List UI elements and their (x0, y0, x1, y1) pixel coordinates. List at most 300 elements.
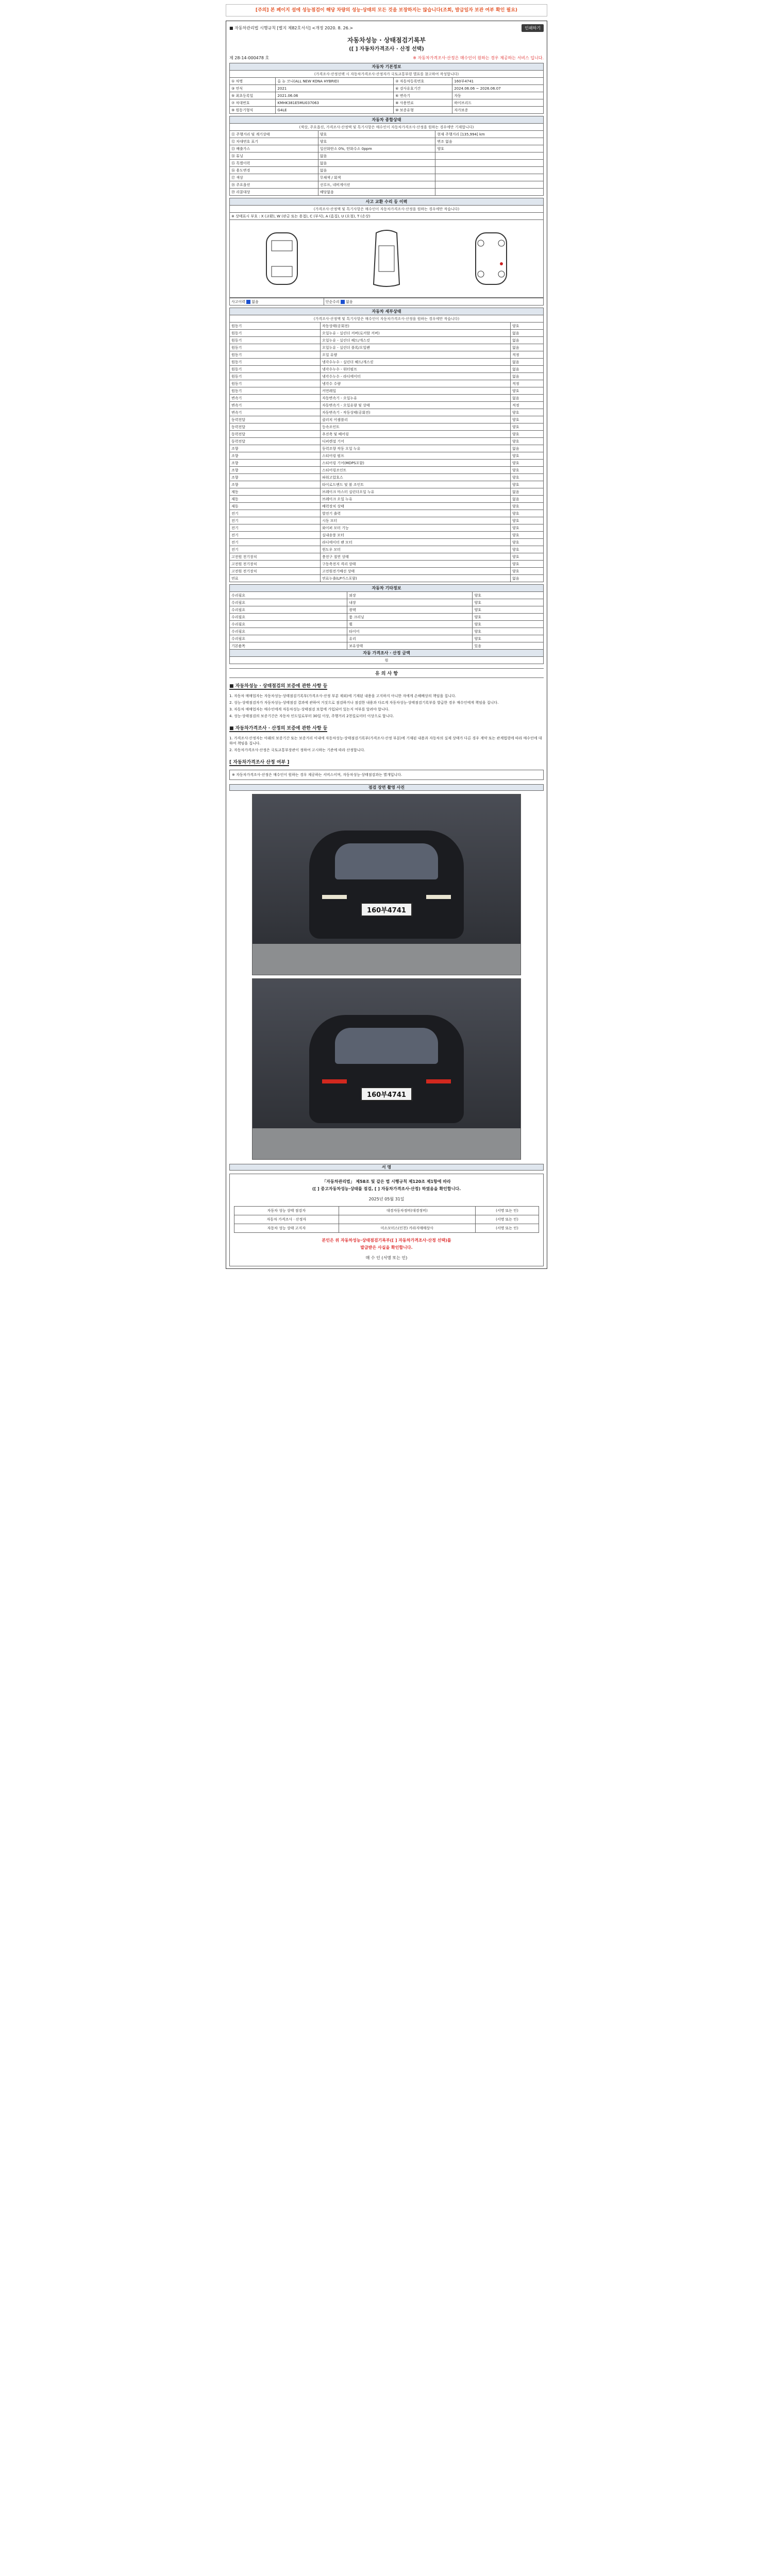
details-cell: 없음 (511, 496, 544, 503)
details-cell: 조향 (230, 474, 321, 481)
vehicle-rear-photo (252, 978, 521, 1160)
overview-cell (435, 181, 544, 189)
details-cell: 적정 (511, 402, 544, 409)
signature-statement-1: 「자동차관리법」 제58조 및 같은 법 시행규칙 제120조 제1항에 따라 (322, 1179, 451, 1184)
section-accident: 사고 교환 수리 등 이력 (230, 198, 544, 206)
details-cell: 없음 (511, 488, 544, 496)
details-cell: 충전구 절연 상태 (321, 553, 511, 561)
accident-summary-table: 사고이력 없음 단순수리 없음 (229, 298, 544, 306)
other-info-row (230, 621, 544, 628)
details-row (230, 423, 544, 431)
details-row (230, 539, 544, 546)
details-cell: 오일누유 - 실린더 블록/오일팬 (321, 344, 511, 351)
details-cell: 고전원 전기장치 (230, 553, 321, 561)
other-info-table (229, 584, 544, 664)
notice-paragraph: 1. 가격조사·산정자는 아래의 보증기간 또는 보증거리 이내에 자동차성능·상태점검기록부(가격조사·산정 부분)에 기재된 내용과 자동차의 실제 상태가 다른 경우 계약 또는 관계법령에 따라 매수인에 대하여 책임을 집니다. (229, 736, 542, 745)
details-cell: 스티어링 펌프 (321, 452, 511, 460)
details-cell: 양호 (511, 387, 544, 395)
overview-cell: 해당없음 (318, 189, 435, 196)
photo-section-header: 점검 장면 촬영 사진 (229, 784, 544, 791)
details-cell: 양호 (511, 553, 544, 561)
details-cell: 원동기 (230, 323, 321, 330)
other-info-row (230, 642, 544, 650)
other-info-row (230, 592, 544, 599)
other-info-cell: 수리필요 (230, 621, 347, 628)
details-cell: 자동변속기 - 오일유량 및 상태 (321, 402, 511, 409)
other-info-row (230, 614, 544, 621)
details-cell: 냉각수누수 - 라디에이터 (321, 373, 511, 380)
details-cell: 전기 (230, 532, 321, 539)
other-info-cell: 광택 (347, 606, 473, 614)
details-cell: 양호 (511, 438, 544, 445)
details-cell: 조향 (230, 445, 321, 452)
details-cell: 전기 (230, 517, 321, 524)
overview-cell: ⑭ 튜닝 (230, 152, 318, 160)
details-cell: 양호 (511, 510, 544, 517)
overview-cell: ⑰ 색상 (230, 174, 318, 181)
overview-cell: 일산화탄소 0%, 탄화수소 0ppm (318, 145, 435, 152)
details-row (230, 517, 544, 524)
details-cell: 동력전달 (230, 423, 321, 431)
overview-cell: 무채색 / 회색 (318, 174, 435, 181)
details-cell: 제동 (230, 496, 321, 503)
overview-row (230, 160, 544, 167)
details-row (230, 409, 544, 416)
other-info-cell: 수리필요 (230, 628, 347, 635)
other-info-row (230, 628, 544, 635)
details-cell: 적정 (511, 380, 544, 387)
taillight-right (426, 1079, 451, 1083)
other-info-cell: 수리필요 (230, 635, 347, 642)
overview-cell: 없음 (318, 160, 435, 167)
overview-row (230, 152, 544, 160)
details-cell: 양호 (511, 546, 544, 553)
notice-paragraph: 2. 성능·상태점검자가 자동차성능·상태점검 결과에 관하여 거짓으로 점검하거나 점검한 내용과 다르게 자동차성능·상태점검기록부를 발급한 경우 매수인에게 책임을 집니다. (229, 701, 499, 705)
overview-cell: 양호 (318, 138, 435, 145)
basic-info-row (230, 78, 544, 85)
details-cell: 없음 (511, 344, 544, 351)
details-cell: 양호 (511, 467, 544, 474)
basic-info-row (230, 85, 544, 92)
other-info-cell: 수리필요 (230, 599, 347, 606)
other-info-cell: 내장 (347, 599, 473, 606)
basic-info-cell: ⑦ 차대번호 (230, 99, 276, 107)
details-row (230, 561, 544, 568)
car-side-view-icon (465, 228, 517, 290)
details-row (230, 474, 544, 481)
details-cell: 없음 (511, 575, 544, 582)
basic-info-cell: KMHK381E5MU037063 (276, 99, 394, 107)
details-cell: 양호 (511, 416, 544, 423)
details-row (230, 503, 544, 510)
overview-cell (435, 160, 544, 167)
details-row (230, 546, 544, 553)
details-row (230, 395, 544, 402)
notice-paragraph: 1. 자동차 매매업자는 자동차성능·상태점검기록부(가격조사·산정 부분 제외)에 기재된 내용을 고지하지 아니한 자에게 손해배상의 책임을 집니다. (229, 694, 456, 698)
details-cell: 양호 (511, 481, 544, 488)
basic-info-row (230, 92, 544, 99)
section-other: 자동차 기타정보 (230, 585, 544, 592)
details-cell: 자동변속기 - 오일누유 (321, 395, 511, 402)
basic-info-cell: 2024.06.06 ~ 2026.06.07 (452, 85, 544, 92)
details-cell: 양호 (511, 323, 544, 330)
details-cell: 원동기 (230, 344, 321, 351)
overview-cell: 현재 주행거리 [135,994] km (435, 131, 544, 138)
print-button[interactable]: 인쇄하기 (522, 24, 544, 32)
details-cell: 양호 (511, 460, 544, 467)
accident-legend: ※ 상태표시 부호 : X (교환), W (판금 또는 용접), C (부식), A (흠집), U (요철), T (손상) (230, 213, 544, 220)
details-cell: 제동 (230, 488, 321, 496)
notice-paragraph: 3. 자동차 매매업자는 매수인에게 자동차성능·상태점검 보험에 가입되어 있는지 여부를 알려야 합니다. (229, 707, 390, 711)
garage-floor (253, 944, 520, 975)
simple-repair-checkbox[interactable] (341, 300, 345, 304)
overview-cell: ⑫ 차대번호 표기 (230, 138, 318, 145)
document-page (226, 4, 547, 1269)
details-cell: 원동기 (230, 380, 321, 387)
accident-table (229, 198, 544, 220)
details-cell: 적정 (511, 351, 544, 359)
overview-cell: 양호 (318, 131, 435, 138)
basic-info-cell: ③ 연식 (230, 85, 276, 92)
details-cell: 브레이크 마스터 실린더오일 누유 (321, 488, 511, 496)
overview-cell (435, 167, 544, 174)
section-basic: 자동차 기본정보 (230, 63, 544, 71)
details-row (230, 452, 544, 460)
notice-heading-2: ■ 자동차가격조사 · 산정의 보증에 관한 사항 등 (229, 724, 327, 732)
details-cell: 고전원전기배선 상태 (321, 568, 511, 575)
appraiser-name (339, 1215, 475, 1224)
basic-info-cell: 2021.06.06 (276, 92, 394, 99)
overview-row (230, 138, 544, 145)
details-cell: 동력조향 작동 오일 누유 (321, 445, 511, 452)
details-row (230, 553, 544, 561)
overview-cell: 없음 (318, 152, 435, 160)
overview-cell: 양호 (435, 145, 544, 152)
form-legal-basis: ■ 자동차관리법 시행규칙 [별지 제82호서식] <개정 2020. 8. 26.> (229, 25, 354, 30)
other-info-cell: 수리필요 (230, 614, 347, 621)
details-cell: 작동상태(공회전) (321, 323, 511, 330)
garage-floor-rear (253, 1128, 520, 1159)
price-value: 원 (230, 657, 544, 664)
car-rear-window (335, 1028, 438, 1064)
details-row (230, 323, 544, 330)
details-row (230, 373, 544, 380)
details-cell: 배력장치 상태 (321, 503, 511, 510)
overview-cell: ⑪ 주행거리 및 계기상태 (230, 131, 318, 138)
details-cell: 원동기 (230, 330, 321, 337)
basic-info-cell: ④ 검사유효기간 (394, 85, 452, 92)
details-row (230, 575, 544, 582)
overview-row (230, 145, 544, 152)
basic-info-row (230, 107, 544, 114)
other-info-row (230, 635, 544, 642)
overview-cell: ⑲ 리콜대상 (230, 189, 318, 196)
details-row (230, 445, 544, 452)
signature-section-header: 서 명 (229, 1164, 544, 1171)
basic-info-cell: 자동 (452, 92, 544, 99)
form-header (229, 23, 544, 32)
details-cell: 원동기 (230, 359, 321, 366)
details-cell: 양호 (511, 561, 544, 568)
record-meta (229, 55, 544, 61)
other-info-cell: 양호 (473, 635, 544, 642)
details-cell: 양호 (511, 452, 544, 460)
details-row (230, 438, 544, 445)
other-info-cell: 수리필요 (230, 606, 347, 614)
details-cell: 원동기 (230, 387, 321, 395)
other-info-cell: 유리 (347, 635, 473, 642)
basic-info-cell: ⑥ 변속기 (394, 92, 452, 99)
details-cell: 라디에이터 팬 모터 (321, 539, 511, 546)
details-cell: 고전원 전기장치 (230, 561, 321, 568)
notifier-name: 미소모터스(인천) 카라지매매상사 (339, 1224, 475, 1233)
section-basic-sub: (가격조사·산정선택 시 자동차가격조사·산정자가 국토교통부령 별표를 참고하여 작성합니다) (230, 71, 544, 78)
section-price: 자동 가격조사 · 산정 금액 (230, 650, 544, 657)
basic-info-table (229, 63, 544, 114)
details-row (230, 510, 544, 517)
basic-info-cell: ⑧ 사용연료 (394, 99, 452, 107)
details-row (230, 402, 544, 409)
other-info-cell: 룸 크리닝 (347, 614, 473, 621)
basic-info-cell: 올 뉴 코나(ALL NEW KONA HYBRID) (276, 78, 394, 85)
details-cell: 추진축 및 베어링 (321, 431, 511, 438)
signature-area (229, 1174, 544, 1266)
section-overview-sub: (색상, 주요옵션, 가격조사·산정액 및 특기사항은 매수인이 자동차가격조사·산정을 원하는 경우에만 기재합니다) (230, 124, 544, 131)
overview-row (230, 131, 544, 138)
details-cell: 고전원 전기장치 (230, 568, 321, 575)
overview-cell (435, 174, 544, 181)
overview-cell: ⑱ 주요옵션 (230, 181, 318, 189)
details-cell: 원동기 (230, 337, 321, 344)
details-cell: 시동 모터 (321, 517, 511, 524)
details-row (230, 359, 544, 366)
signature-statement-2: ([ ] 중고자동차성능·상태를 점검, [ ] 자동차가격조사·산정) 하였음을 확인합니다. (312, 1187, 461, 1191)
details-cell: 연료 (230, 575, 321, 582)
car-top-view-icon (361, 228, 412, 290)
basic-info-cell: 자가보증 (452, 107, 544, 114)
details-row (230, 387, 544, 395)
signature-table (234, 1206, 539, 1233)
details-cell: 없음 (511, 330, 544, 337)
appraiser-label: 자동차 가격조사 · 산정자 (234, 1215, 339, 1224)
basic-info-cell: 160부4741 (452, 78, 544, 85)
details-row (230, 460, 544, 467)
details-cell: 없음 (511, 337, 544, 344)
overview-row (230, 167, 544, 174)
other-info-cell: 외장 (347, 592, 473, 599)
buyer-confirm-1: 본인은 위 자동차성능·상태점검기록부([ ] 자동차가격조사·산정 선택)를 (322, 1238, 451, 1243)
details-cell: 전기 (230, 524, 321, 532)
buyer-confirm-2: 발급받은 사실을 확인합니다. (360, 1245, 413, 1250)
details-cell: 냉각수누수 - 워터펌프 (321, 366, 511, 373)
other-info-cell: 양호 (473, 592, 544, 599)
details-row (230, 330, 544, 337)
notifier-sign[interactable]: (서명 또는 인) (475, 1224, 539, 1233)
details-row (230, 524, 544, 532)
details-cell: 양호 (511, 532, 544, 539)
details-cell: 양호 (511, 431, 544, 438)
details-cell: 양호 (511, 423, 544, 431)
details-cell: 실내송풍 모터 (321, 532, 511, 539)
warning-banner: [주의] 본 페이지 설에 성능점검이 해당 차량의 성능·상태의 모든 것을 보장하지는 않습니다(조회, 발급일자 보관 여부 확인 필요) (226, 4, 547, 16)
details-cell: 냉각수 수량 (321, 380, 511, 387)
other-info-row (230, 599, 544, 606)
details-cell: 양호 (511, 503, 544, 510)
details-cell: 구동축전지 격리 상태 (321, 561, 511, 568)
other-info-cell: 양호 (473, 599, 544, 606)
details-cell: 조향 (230, 452, 321, 460)
signature-date: 2025년 05월 31일 (368, 1197, 405, 1201)
details-row (230, 532, 544, 539)
details-cell: 와이퍼 모터 기능 (321, 524, 511, 532)
form-title (229, 36, 544, 52)
details-row (230, 431, 544, 438)
details-cell: 전기 (230, 546, 321, 553)
details-row (230, 488, 544, 496)
buyer-sign[interactable]: 매 수 인 (서명 또는 인) (365, 1256, 408, 1260)
details-cell: 양호 (511, 524, 544, 532)
section-details-sub: (가격조사·산정액 및 특기사항은 매수인이 자동차가격조사·산정을 원하는 경우에만 적습니다) (230, 315, 544, 323)
basic-info-cell: ⑩ 보증유형 (394, 107, 452, 114)
details-cell: 양호 (511, 517, 544, 524)
details-cell: 타이로드엔드 및 볼 조인트 (321, 481, 511, 488)
title-main: 자동차성능 · 상태점검기록부 (347, 37, 426, 44)
notice-paragraph: 2. 자동차가격조사·산정은 국토교통부장관이 정하여 고시하는 기준에 따라 산정합니다. (229, 748, 365, 752)
notifier-label: 자동차 성능 상태 고지자 (234, 1224, 339, 1233)
inspection-sheet (226, 21, 547, 1269)
taillight-left (322, 1079, 347, 1083)
details-cell: 제동 (230, 503, 321, 510)
overview-cell: 없음 (318, 167, 435, 174)
vehicle-front-photo (252, 794, 521, 975)
details-cell: 양호 (511, 409, 544, 416)
notice-section (229, 678, 544, 780)
details-cell: 조향 (230, 481, 321, 488)
details-row (230, 496, 544, 503)
details-table (229, 308, 544, 582)
headlight-right (426, 895, 451, 899)
agreement-text: ※ 자동차가격조사·산정은 매수인이 원하는 경우 제공하는 서비스이며, 자동차성능·상태점검과는 별개입니다. (229, 770, 544, 780)
basic-info-cell: ② 자동차등록번호 (394, 78, 452, 85)
details-row (230, 481, 544, 488)
details-cell: 디퍼렌셜 기어 (321, 438, 511, 445)
other-info-cell: 수리필요 (230, 592, 347, 599)
basic-info-cell: ⑤ 최초등록일 (230, 92, 276, 99)
car-front-view-icon (256, 228, 308, 290)
other-info-row (230, 606, 544, 614)
overview-row (230, 181, 544, 189)
notice-heading-1: ■ 자동차성능 · 상태점검의 보증에 관한 사항 등 (229, 682, 327, 690)
details-cell: 없음 (511, 366, 544, 373)
details-cell: 오일 유량 (321, 351, 511, 359)
record-number: 제 28-14-000478 호 (229, 56, 270, 60)
details-cell: 클러치 어셈블리 (321, 416, 511, 423)
details-cell: 브레이크 오일 누유 (321, 496, 511, 503)
other-info-cell: 기본품목 (230, 642, 347, 650)
section-details: 자동차 세부상태 (230, 308, 544, 315)
details-cell: 없음 (511, 395, 544, 402)
appraiser-sign[interactable]: (서명 또는 인) (475, 1215, 539, 1224)
overview-cell: ⑮ 특별이력 (230, 160, 318, 167)
details-cell: 동력전달 (230, 416, 321, 423)
record-warning: ※ 자동차가격조사·산정은 매수인이 원하는 경우 제공하는 서비스 입니다. (413, 56, 544, 60)
details-cell: 동력전달 (230, 438, 321, 445)
details-cell: 발전기 출력 (321, 510, 511, 517)
details-cell: 양호 (511, 539, 544, 546)
car-windshield (335, 843, 438, 879)
overview-cell (435, 152, 544, 160)
other-info-cell: 있음 (473, 642, 544, 650)
section-overview: 자동차 종합상태 (230, 116, 544, 124)
inspector-name: 대경자동차정비(대경정비) (339, 1207, 475, 1215)
accident-checkbox[interactable] (246, 300, 250, 304)
details-cell: 동력전달 (230, 431, 321, 438)
details-cell: 자동변속기 - 작동상태(공회전) (321, 409, 511, 416)
details-cell: 원동기 (230, 373, 321, 380)
details-cell: 원동기 (230, 351, 321, 359)
details-row (230, 380, 544, 387)
details-cell: 연료누출(LP가스포함) (321, 575, 511, 582)
details-cell: 오일누유 - 실린더 커버(로커암 커버) (321, 330, 511, 337)
notice-title: 유 의 사 항 (229, 668, 544, 678)
details-cell: 전기 (230, 510, 321, 517)
basic-info-cell: 2021 (276, 85, 394, 92)
overview-cell: 선루프, 네비게이션 (318, 181, 435, 189)
details-row (230, 337, 544, 344)
details-cell: 양호 (511, 568, 544, 575)
details-cell: 전기 (230, 539, 321, 546)
details-cell: 없음 (511, 445, 544, 452)
details-cell: 조향 (230, 467, 321, 474)
details-cell: 없음 (511, 359, 544, 366)
details-row (230, 416, 544, 423)
details-cell: 윈도우 모터 (321, 546, 511, 553)
other-info-cell: 양호 (473, 606, 544, 614)
car-diagram (229, 220, 544, 298)
details-row (230, 467, 544, 474)
details-row (230, 366, 544, 373)
agreement-label: [ 자동차가격조사 산정 여부 ] (229, 758, 289, 766)
other-info-cell: 양호 (473, 628, 544, 635)
other-info-cell: 양호 (473, 614, 544, 621)
details-cell: 파워고압호스 (321, 474, 511, 481)
other-info-cell: 양호 (473, 621, 544, 628)
overview-row (230, 189, 544, 196)
details-cell: 변속기 (230, 402, 321, 409)
details-cell: 오일누유 - 실린더 헤드/개스킷 (321, 337, 511, 344)
other-info-cell: 휠 (347, 621, 473, 628)
basic-info-cell: G4LE (276, 107, 394, 114)
inspector-sign[interactable]: (서명 또는 인) (475, 1207, 539, 1215)
overview-row (230, 174, 544, 181)
details-cell: 변속기 (230, 409, 321, 416)
overview-cell (435, 189, 544, 196)
other-info-cell: 보유상태 (347, 642, 473, 650)
notice-paragraph: 4. 성능·상태점검의 보증기간은 자동차 인도일로부터 30일 이상, 주행거리 2천킬로미터 이상으로 합니다. (229, 714, 394, 718)
basic-info-row (230, 99, 544, 107)
overview-cell: ⑬ 배출가스 (230, 145, 318, 152)
details-cell: 양호 (511, 474, 544, 481)
details-cell: 원동기 (230, 366, 321, 373)
other-info-cell: 타이어 (347, 628, 473, 635)
overview-table (229, 116, 544, 196)
details-cell: 없음 (511, 373, 544, 380)
license-plate-front: 160부4741 (361, 903, 412, 917)
details-row (230, 344, 544, 351)
basic-info-cell: ① 차명 (230, 78, 276, 85)
inspector-label: 자동차 성능 상태 점검자 (234, 1207, 339, 1215)
details-cell: 냉각수누수 - 실린더 헤드/개스킷 (321, 359, 511, 366)
